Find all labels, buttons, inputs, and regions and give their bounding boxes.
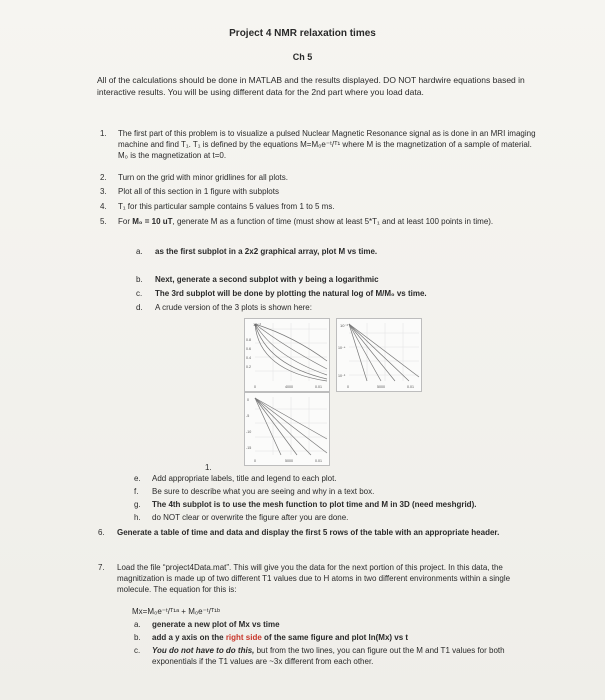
- intro-paragraph: All of the calculations should be done in MATLAB and the results displayed. DO NOT hardwire equations based in interactive results. You will be using different data for the 2nd part where you load data.: [97, 75, 525, 97]
- subitem-e-text: Add appropriate labels, title and legend to each plot.: [152, 474, 337, 483]
- item-7c-letter: c.: [134, 646, 141, 655]
- item-7c-text: You do not have to do this, but from the two lines, you can figure out the M and T1 values for both exponentials if the T1 values are ~3x different from each other.: [152, 646, 505, 666]
- plot-1-ytick-3: 0.4: [246, 356, 251, 360]
- plot-2-xtick-1: 0: [347, 385, 349, 389]
- plot-ln-m-ratio-svg: [245, 393, 329, 465]
- plot-3-xtick-1: 0: [254, 459, 256, 463]
- item-2-text: Turn on the grid with minor gridlines for all plots.: [118, 173, 288, 182]
- item-7b-text: add a y axis on the right side of the same figure and plot ln(Mx) vs t: [152, 633, 409, 642]
- page-title: Project 4 NMR relaxation times: [229, 28, 376, 39]
- item-1-number: 1.: [100, 129, 107, 138]
- plot-2-ytick-2: 10⁻⁵: [338, 374, 346, 378]
- plot-1-exponent: 10⁻³: [253, 322, 261, 327]
- item-3-text: Plot all of this section in 1 figure with subplots: [118, 187, 279, 196]
- subitem-c-letter: c.: [136, 289, 143, 298]
- subitem-f-text: Be sure to describe what you are seeing and why in a text box.: [152, 487, 375, 496]
- page-subtitle: Ch 5: [292, 52, 313, 62]
- item-7-text: Load the file “project4Data.mat”. This will give you the data for the next portion of this project. In this data, the magnitization is made up of two different T1 values due to H atoms in two different environments within a single molecule. The equation for this is:: [117, 563, 511, 594]
- item-7-number: 7.: [98, 563, 105, 572]
- subitem-f-letter: f.: [134, 487, 139, 496]
- subitem-g-text: The 4th subplot is to use the mesh function to plot time and M in 3D (need meshgrid).: [152, 500, 477, 509]
- plot-3-ytick-1: 0: [247, 398, 249, 402]
- ln-line-1: [255, 398, 281, 455]
- right-side-highlight: right side: [225, 633, 262, 642]
- subitem-d-letter: d.: [136, 303, 143, 312]
- plot-1-xtick-3: 0.01: [315, 385, 322, 389]
- stray-number: 1.: [205, 463, 212, 472]
- item-6-number: 6.: [98, 528, 105, 537]
- log-line-3: [349, 324, 395, 381]
- subitem-h-letter: h.: [134, 513, 141, 522]
- plot-m-vs-time: [244, 318, 330, 392]
- ln-line-3: [255, 398, 311, 455]
- subitem-h-text: do NOT clear or overwrite the figure after you are done.: [152, 513, 349, 522]
- item-4-number: 4.: [100, 202, 107, 211]
- subitem-b-text: Next, generate a second subplot with y being a logarithmic: [155, 275, 379, 284]
- plot-3-xtick-3: 0.01: [315, 459, 322, 463]
- plot-1-ytick-4: 0.2: [246, 365, 251, 369]
- item-7a-letter: a.: [134, 620, 141, 629]
- item-6-text: Generate a table of time and data and display the first 5 rows of the table with an appropriate header.: [117, 528, 500, 537]
- log-line-2: [349, 324, 381, 381]
- plot-3-ytick-3: -10: [246, 430, 252, 434]
- item-5-number: 5.: [100, 217, 107, 226]
- plot-log-m-vs-time-svg: [337, 319, 421, 391]
- plot-1-xtick-1: 0: [254, 385, 256, 389]
- plot-3-ytick-2: -5: [246, 414, 250, 418]
- plot-2-exponent: 10⁻³: [340, 323, 348, 328]
- plot-3-xtick-2: 5000: [285, 459, 293, 463]
- m0-value: M₀ = 10 uT: [132, 217, 173, 226]
- plot-2-ytick-1: 10⁻⁴: [338, 346, 346, 350]
- item-7-equation: Mx=M₀e⁻ᵗ/ᵀ¹ᵃ + M₀e⁻ᵗ/ᵀ¹ᵇ: [132, 607, 220, 616]
- item-7a-text: generate a new plot of Mx vs time: [152, 620, 280, 629]
- plot-1-ytick-2: 0.6: [246, 347, 251, 351]
- plot-log-m-vs-time: [336, 318, 422, 392]
- subitem-d-text: A crude version of the 3 plots is shown here:: [155, 303, 312, 312]
- item-2-number: 2.: [100, 173, 107, 182]
- subitem-c-text: The 3rd subplot will be done by plotting the natural log of M/M₀ vs time.: [155, 289, 427, 298]
- item-3-number: 3.: [100, 187, 107, 196]
- plot-2-xtick-3: 0.01: [407, 385, 414, 389]
- ln-line-2: [255, 398, 297, 455]
- subitem-e-letter: e.: [134, 474, 141, 483]
- item-7b-letter: b.: [134, 633, 141, 642]
- plot-m-vs-time-svg: [245, 319, 329, 391]
- plot-3-ytick-4: -15: [246, 446, 252, 450]
- item-1-text: The first part of this problem is to visualize a pulsed Nuclear Magnetic Resonance signal as is done in an MRI imaging machine and find T₁. T₁ is defined by the equations M=M₀e⁻ᵗ/ᵀ¹ where M is the magnetization of a sample of material. M₀ is the magnetization at t=0.: [118, 129, 536, 160]
- plot-2-xtick-2: 5000: [377, 385, 385, 389]
- plot-1-ytick-1: 0.8: [246, 338, 251, 342]
- plot-1-xtick-2: 4000: [285, 385, 293, 389]
- plot-ln-m-ratio-vs-time: [244, 392, 330, 466]
- subitem-b-letter: b.: [136, 275, 143, 284]
- item-4-text: T₁ for this particular sample contains 5 values from 1 to 5 ms.: [118, 202, 335, 211]
- item-5-text: For M₀ = 10 uT, generate M as a function of time (must show at least 5*T₁ and at least 100 points in time).: [118, 217, 494, 226]
- subitem-a-text: as the first subplot in a 2x2 graphical array, plot M vs time.: [155, 247, 378, 256]
- subitem-a-letter: a.: [136, 247, 143, 256]
- subitem-g-letter: g.: [134, 500, 141, 509]
- log-line-5: [349, 324, 419, 377]
